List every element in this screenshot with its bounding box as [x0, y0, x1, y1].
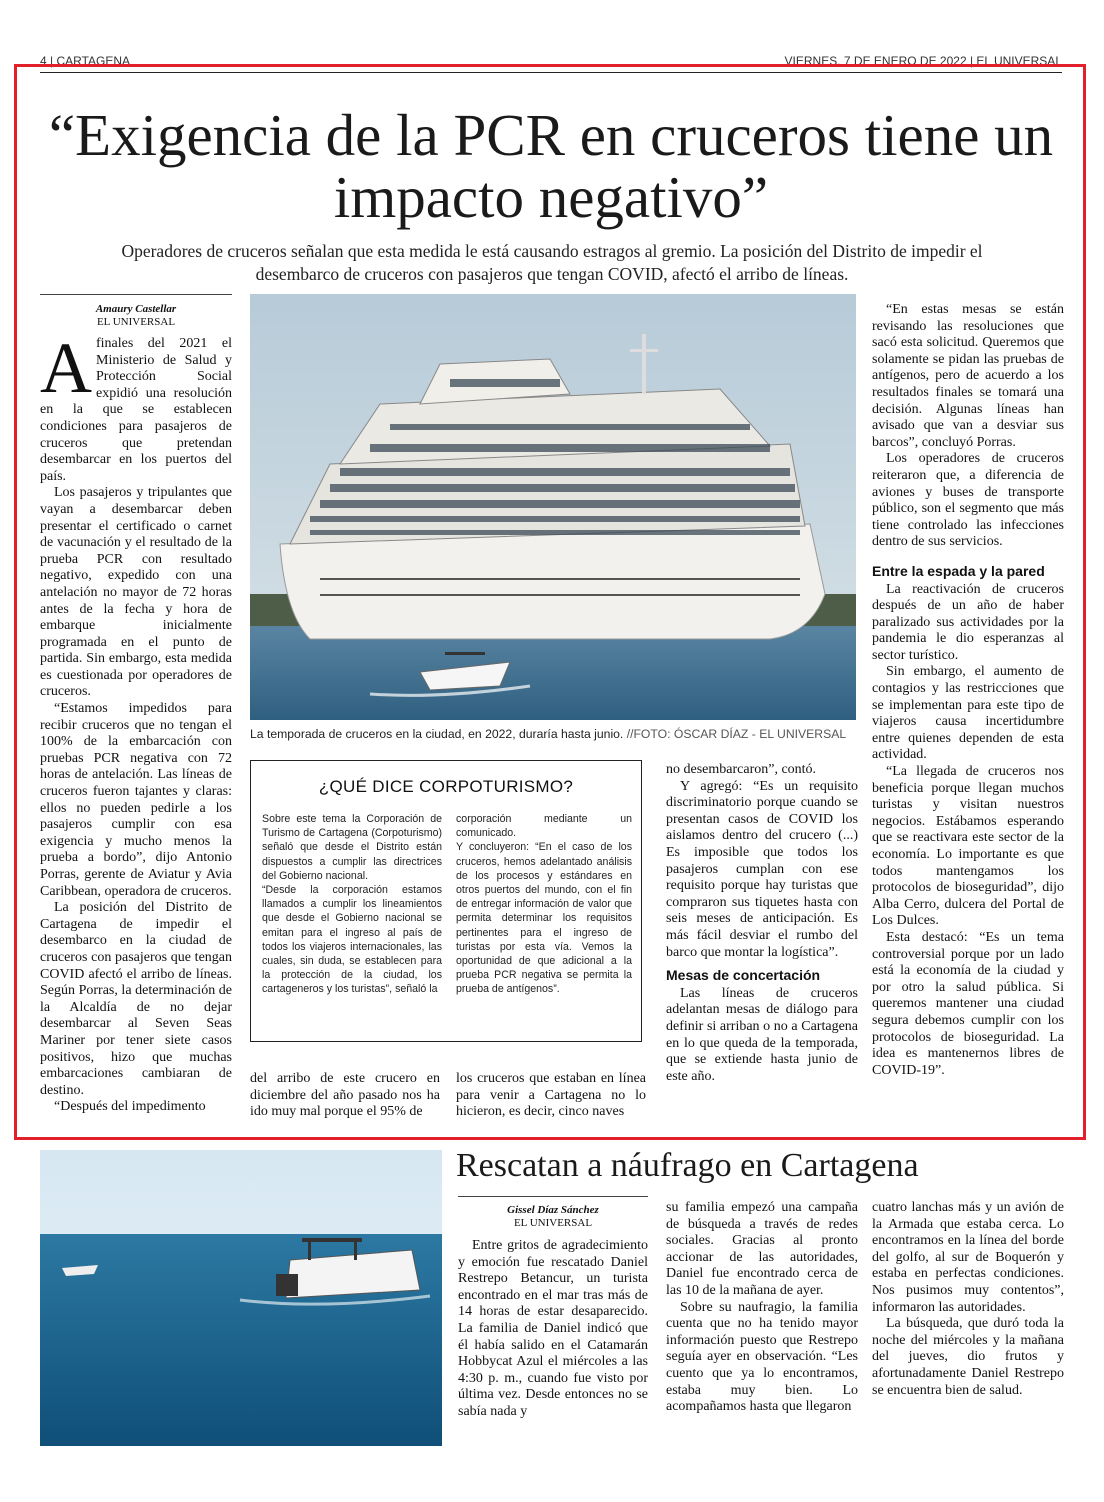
- caption-credit: //FOTO: ÓSCAR DÍAZ - EL UNIVERSAL: [626, 727, 847, 741]
- paragraph: “Después del impedimento: [54, 1099, 206, 1115]
- paragraph: La búsqueda, que duró toda la noche del miércoles y la mañana del jueves, dio frutos y afortunadamente Daniel Restrepo se encuentra bien de salud.: [872, 1316, 1064, 1398]
- drop-cap: A: [40, 328, 92, 408]
- paragraph: su familia empezó una campaña de búsqueda a través de redes sociales. Gracias al pronto accionar de las autoridades, Daniel fue encontrado cerca de las 10 de la mañana de ayer.: [666, 1200, 858, 1298]
- article2-column-2: [666, 1200, 858, 1416]
- article-column-3: [456, 1071, 646, 1121]
- paragraph: Sobre su naufragio, la familia cuenta que no ha tenido mayor información puesto que Restrepo seguía ayer en observación. “Les cuento que ya lo encontramos, estaba muy bien. Lo acompañamos hasta que llegaron: [666, 1299, 858, 1415]
- paragraph: no desembarcaron”, contó.: [666, 762, 817, 777]
- byline-name: Gissel Díaz Sánchez: [507, 1204, 599, 1216]
- paragraph: “Desde la corporación estamos llamados a cumplir los lineamientos que desde el Gobierno nacional se emitan para el ingreso al país de todos los viajeros internacionales, las cuales, sin duda, se establecen para la protección de la ciudad, los cartageneros y los turistas”, señaló la: [262, 884, 442, 996]
- caption-text: La temporada de cruceros en la ciudad, en 2022, duraría hasta junio.: [250, 727, 624, 741]
- sidebar-box-title: ¿QUÉ DICE CORPOTURISMO?: [318, 777, 574, 796]
- byline-block: [40, 294, 232, 329]
- paragraph: Sin embargo, el aumento de contagios y las restricciones que se implementan para este tipo de viajeros causa incertidumbre entre quienes dependen de esta actividad.: [872, 664, 1064, 763]
- paragraph: del arribo de este crucero en diciembre del año pasado nos ha ido muy mal porque el 95% de: [250, 1071, 440, 1120]
- paragraph: La reactivación de cruceros después de un año de haber paralizado sus actividades por la pandemia le dio esperanzas al sector turístico.: [872, 581, 1064, 663]
- paragraph: “En estas mesas se están revisando las resoluciones que sacó esta solicitud. Queremos que solamente se pidan las pruebas de antígenos, pero de acuerdo a los resultados finales se tomará una decisión. Algunas líneas han avisado que van a desviar sus barcos”, concluyó Porras.: [872, 302, 1064, 450]
- cruise-ship-photo: [250, 294, 856, 720]
- subheading: Mesas de concertación: [666, 967, 821, 984]
- paragraph: “La llegada de cruceros nos beneficia porque llegan muchos turistas y visitan nuestros negocios. Estábamos esperando que se reactivara este sector de la economía. Lo importante es que todos mantengamos los protocolos de bioseguridad”, dijo Alba Cerro, dulcera del Portal de Los Dulces.: [872, 764, 1064, 929]
- section-label: 4 | CARTAGENA: [40, 54, 131, 68]
- paragraph: Los operadores de cruceros reiteraron que, a diferencia de aviones y buses de transporte público, son el segmento que más tiene controlado las infecciones dentro de sus servicios.: [872, 451, 1064, 550]
- paragraph: Y agregó: “Es un requisito discriminatorio porque cuando se presentan casos de COVID los aislamos dentro del crucero (...) Es imposible que todos los pasajeros cumplan con ese requisito porque hay turistas que compraron sus tiquetes hasta con seis meses de anticipación. Es más fácil desviar el rumbo del barco que montar la logística”.: [666, 778, 858, 960]
- paragraph: “Estamos impedidos para recibir cruceros que no tengan el 100% de la embarcación con pruebas PCR negativa con 72 horas de antelación. Las líneas de cruceros fueron tajantes y claras: ellos no pueden pedirle a los pasajeros cumplir con esa exigencia y mucho menos la prueba a bordo”, dijo Antonio Porras, gerente de Aviatur y Avia Caribbean, operadora de cruceros.: [40, 701, 232, 899]
- paragraph: finales del 2021 el Ministerio de Salud y Protección Social expidió una resolución en la que se establecen condiciones para pasajeros de cruceros que pretendan desembarcar en los puertos del país.: [40, 336, 232, 484]
- article-deck: Operadores de cruceros señalan que esta medida le está causando estragos al gremio. La posición del Distrito de impedir el desembarco de cruceros con pasajeros que tengan COVID, afectó el arribo de líneas.: [121, 241, 983, 284]
- paragraph: Entre gritos de agradecimiento y emoción fue rescatado Daniel Restrepo Betancur, un turista encontrado en el mar tras más de 14 horas de estar desaparecido. La familia de Daniel indicó que él había salido en el Catamarán Hobbycat Azul el miércoles a las 4:30 p. m., cuando fue visto por última vez. Desde entonces no se sabía nada y: [458, 1238, 648, 1419]
- paragraph: los cruceros que estaban en línea para venir a Cartagena no lo hicieron, es decir, cinco naves: [456, 1071, 646, 1120]
- photo-caption: [250, 726, 856, 742]
- paragraph: Y concluyeron: “En el caso de los cruceros, hemos adelantado análisis de los procesos y estándares en otros puertos del mundo, con el fin de entregar información de valor que permita determinar los requisitos pertinentes para el ingreso de turistas por esta vía. Vemos la oportunidad de que adicional a la prueba PCR negativa se permita la prueba de antígenos”.: [456, 841, 632, 996]
- article2-column-1: [458, 1238, 648, 1421]
- paragraph: Las líneas de cruceros adelantan mesas de diálogo para definir si arriban o no a Cartagena en lo que queda de la temporada, que se extiende hasta junio de este año.: [666, 985, 858, 1084]
- rescue-boat-photo: [40, 1150, 442, 1446]
- article-headline: “Exigencia de la PCR en cruceros tiene un impacto negativo”: [48, 102, 1054, 230]
- paragraph: corporación mediante un comunicado.: [456, 813, 632, 840]
- sidebar-box-column-2: [456, 812, 632, 997]
- subheading: Entre la espada y la pared: [872, 562, 1045, 579]
- paragraph: La posición del Distrito de Cartagena de impedir el desembarco en la ciudad de cruceros con pasajeros que tengan COVID afectó el arribo de líneas. Según Porras, la determinación de la Alcaldía de no dejar desembarcar al Seven Seas Mariner por tener siete casos positivos, hizo que muchas embarcaciones cambiaran de destino.: [40, 900, 232, 1098]
- byline-rule: [40, 294, 232, 295]
- article-column-1: [40, 328, 232, 1116]
- byline-outlet: EL UNIVERSAL: [513, 1217, 593, 1229]
- paragraph: Los pasajeros y tripulantes que vayan a desembarcar deben presentar el certificado o carnet de vacunación y el resultado de la prueba PCR con resultado negativo, expedido con una antelación no mayor de 72 horas antes de la fecha y hora de embarque inicialmente programada en el punto de partida. Sin embargo, esta medida es cuestionada por operadores de cruceros.: [40, 485, 232, 700]
- article2-headline: Rescatan a náufrago en Cartagena: [456, 1147, 919, 1184]
- paragraph: Esta destacó: “Es un tema controversial porque por un lado está la economía de la ciudad y por otro la salud pública. Si queremos mantener una ciudad segura debemos cumplir con los protocolos de bioseguridad. La idea es mantenernos libres de COVID-19”.: [872, 929, 1064, 1078]
- sidebar-box-column-1: [262, 812, 442, 997]
- byline-outlet: EL UNIVERSAL: [96, 316, 176, 328]
- article2-column-3: [872, 1200, 1064, 1399]
- paragraph: cuatro lanchas más y un avión de la Armada que estaba cerca. Lo encontramos en la línea del borde del golfo, al sur de Boquerón y estaba en perfectas condiciones. Nos pusimos muy contentos”, informaron las autoridades.: [872, 1200, 1064, 1315]
- date-outlet: VIERNES, 7 DE ENERO DE 2022 | EL UNIVERSAL: [784, 54, 1062, 68]
- article-column-5: [872, 302, 1064, 1079]
- paragraph: Sobre este tema la Corporación de Turismo de Cartagena (Corpoturismo) señaló que desde el Distrito están dispuestos a cumplir las directrices del Gobierno nacional.: [262, 813, 442, 882]
- byline-name: Amaury Castellar: [95, 303, 177, 315]
- article-column-4: [666, 762, 858, 1085]
- article2-byline-block: [458, 1196, 648, 1230]
- article-column-2: [250, 1071, 440, 1121]
- byline-rule: [458, 1196, 648, 1197]
